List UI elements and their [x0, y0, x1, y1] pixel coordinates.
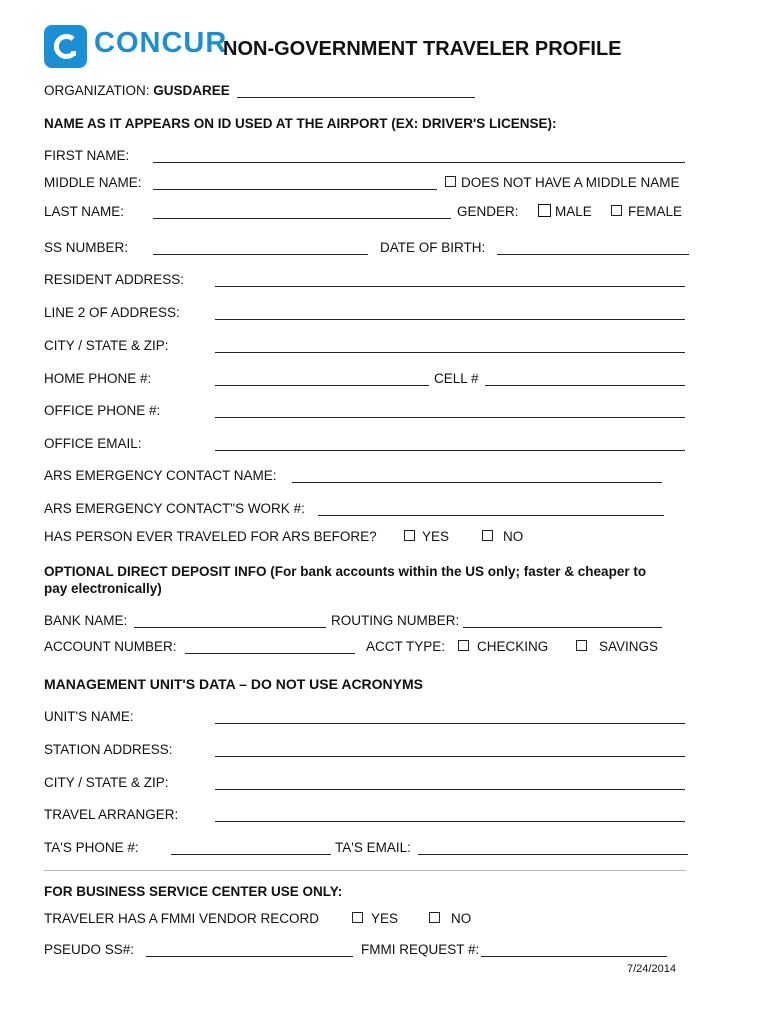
- ss-number-label: SS NUMBER:: [44, 240, 129, 255]
- travel-arranger-label: TRAVEL ARRANGER:: [44, 807, 179, 822]
- pseudo-ss-label: PSEUDO SS#:: [44, 942, 135, 957]
- office-email-field[interactable]: [215, 450, 685, 451]
- first-name-label: FIRST NAME:: [44, 148, 130, 163]
- fmmi-vendor-no-label: NO: [451, 911, 472, 926]
- deposit-heading-cont: pay electronically): [44, 581, 162, 596]
- ta-email-label: TA'S EMAIL:: [335, 840, 411, 855]
- travel-arranger-field[interactable]: [215, 821, 685, 822]
- management-heading: MANAGEMENT UNIT'S DATA – DO NOT USE ACRONYMS: [44, 676, 423, 692]
- acct-type-label: ACCT TYPE:: [366, 639, 446, 654]
- date-of-birth-label: DATE OF BIRTH:: [380, 240, 486, 255]
- savings-label: SAVINGS: [599, 639, 659, 654]
- fmmi-vendor-label: TRAVELER HAS A FMMI VENDOR RECORD: [44, 911, 320, 926]
- address-line2-label: LINE 2 OF ADDRESS:: [44, 305, 180, 320]
- emergency-contact-name-label: ARS EMERGENCY CONTACT NAME:: [44, 468, 277, 483]
- footer-date: 7/24/2014: [627, 963, 676, 975]
- home-phone-field[interactable]: [215, 385, 429, 386]
- section-divider: [44, 870, 686, 871]
- office-phone-label: OFFICE PHONE #:: [44, 403, 161, 418]
- resident-address-field[interactable]: [215, 286, 685, 287]
- account-number-label: ACCOUNT NUMBER:: [44, 639, 177, 654]
- gender-female-label: FEMALE: [628, 204, 683, 219]
- home-phone-label: HOME PHONE #:: [44, 371, 152, 386]
- checking-checkbox[interactable]: [458, 640, 469, 651]
- last-name-field[interactable]: [153, 218, 451, 219]
- ta-phone-label: TA'S PHONE #:: [44, 840, 139, 855]
- mgmt-city-state-zip-label: CITY / STATE & ZIP:: [44, 775, 169, 790]
- resident-address-label: RESIDENT ADDRESS:: [44, 272, 185, 287]
- traveled-before-no-checkbox[interactable]: [482, 530, 493, 541]
- organization-label: ORGANIZATION: GUSDAREE: [44, 83, 230, 98]
- office-phone-field[interactable]: [215, 417, 685, 418]
- no-middle-name-checkbox[interactable]: [445, 176, 456, 187]
- deposit-heading: OPTIONAL DIRECT DEPOSIT INFO (For bank accounts within the US only; faster & cheaper to: [44, 564, 647, 579]
- routing-number-field[interactable]: [463, 627, 662, 628]
- units-name-label: UNIT'S NAME:: [44, 709, 134, 724]
- fmmi-vendor-no-checkbox[interactable]: [429, 912, 440, 923]
- ss-number-field[interactable]: [153, 254, 368, 255]
- date-of-birth-field[interactable]: [497, 254, 689, 255]
- fmmi-request-field[interactable]: [481, 956, 667, 957]
- gender-male-label: MALE: [555, 204, 592, 219]
- address-line2-field[interactable]: [215, 319, 685, 320]
- name-section-heading: NAME AS IT APPEARS ON ID USED AT THE AIRPORT (EX: DRIVER'S LICENSE):: [44, 116, 557, 131]
- bank-name-label: BANK NAME:: [44, 613, 128, 628]
- traveled-before-yes-label: YES: [422, 529, 450, 544]
- organization-field[interactable]: [237, 97, 475, 98]
- pseudo-ss-field[interactable]: [146, 956, 353, 957]
- bank-name-field[interactable]: [134, 627, 326, 628]
- first-name-field[interactable]: [153, 162, 685, 163]
- emergency-contact-name-field[interactable]: [292, 482, 662, 483]
- traveled-before-no-label: NO: [503, 529, 524, 544]
- traveled-before-yes-checkbox[interactable]: [404, 530, 415, 541]
- account-number-field[interactable]: [185, 653, 355, 654]
- middle-name-label: MIDDLE NAME:: [44, 175, 142, 190]
- last-name-label: LAST NAME:: [44, 204, 125, 219]
- ta-email-field[interactable]: [418, 854, 688, 855]
- gender-label: GENDER:: [457, 204, 519, 219]
- business-heading: FOR BUSINESS SERVICE CENTER USE ONLY:: [44, 884, 343, 899]
- mgmt-city-state-zip-field[interactable]: [215, 789, 685, 790]
- ta-phone-field[interactable]: [171, 854, 331, 855]
- office-email-label: OFFICE EMAIL:: [44, 436, 142, 451]
- cell-field[interactable]: [485, 385, 685, 386]
- units-name-field[interactable]: [215, 723, 685, 724]
- concur-logo-mark: [44, 25, 87, 68]
- city-state-zip-label: CITY / STATE & ZIP:: [44, 338, 169, 353]
- fmmi-vendor-yes-label: YES: [371, 911, 399, 926]
- emergency-contact-work-label: ARS EMERGENCY CONTACT"S WORK #:: [44, 501, 305, 516]
- station-address-label: STATION ADDRESS:: [44, 742, 173, 757]
- city-state-zip-field[interactable]: [215, 352, 685, 353]
- page-title: NON-GOVERNMENT TRAVELER PROFILE: [223, 38, 622, 60]
- gender-male-checkbox[interactable]: [538, 204, 551, 217]
- organization-value: GUSDAREE: [153, 83, 230, 98]
- emergency-contact-work-field[interactable]: [318, 515, 664, 516]
- gender-female-checkbox[interactable]: [611, 205, 622, 216]
- station-address-field[interactable]: [215, 756, 685, 757]
- traveled-before-label: HAS PERSON EVER TRAVELED FOR ARS BEFORE?: [44, 529, 377, 544]
- no-middle-name-label: DOES NOT HAVE A MIDDLE NAME: [461, 175, 680, 190]
- routing-number-label: ROUTING NUMBER:: [331, 613, 460, 628]
- cell-label: CELL #: [434, 371, 479, 386]
- middle-name-field[interactable]: [153, 189, 437, 190]
- fmmi-request-label: FMMI REQUEST #:: [361, 942, 480, 957]
- concur-c-icon: [44, 25, 87, 68]
- fmmi-vendor-yes-checkbox[interactable]: [352, 912, 363, 923]
- concur-logo-text: CONCUR: [94, 27, 228, 59]
- savings-checkbox[interactable]: [576, 640, 587, 651]
- checking-label: CHECKING: [477, 639, 549, 654]
